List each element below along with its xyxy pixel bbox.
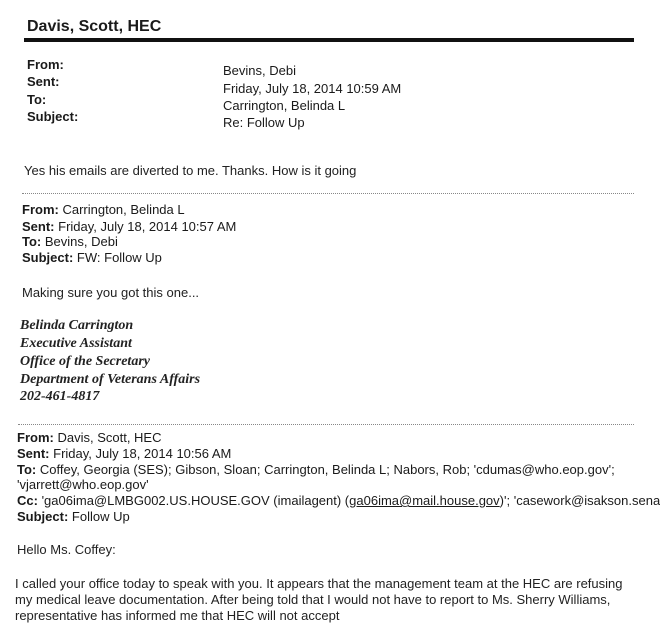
signature-name: Belinda Carrington — [20, 318, 134, 333]
fw2-cc-value-a: 'ga06ima@LMBG002.US.HOUSE.GOV (imailagent) ( — [41, 493, 350, 508]
fw2-subject-value: Follow Up — [71, 509, 130, 524]
fw2-from-label: From: — [17, 430, 54, 445]
signature-title: Executive Assistant — [20, 336, 132, 351]
subject-label: Subject: — [27, 109, 79, 124]
fw2-subject-label: Subject: — [17, 509, 69, 524]
fw2-sent-value: Friday, July 18, 2014 10:56 AM — [53, 446, 232, 461]
subject-value: Re: Follow Up — [223, 115, 305, 130]
to-label: To: — [27, 92, 47, 107]
fw2-greeting: Hello Ms. Coffey: — [17, 542, 116, 557]
sent-value: Friday, July 18, 2014 10:59 AM — [223, 81, 402, 96]
fw2-to-label: To: — [17, 462, 37, 477]
to-value: Carrington, Belinda L — [223, 98, 346, 113]
fw2-cc-value-b: )'; 'casework@isakson.sena — [499, 493, 660, 508]
sent-label: Sent: — [27, 74, 60, 89]
fw1-from-label: From: — [22, 202, 59, 217]
fw2-from-value: Davis, Scott, HEC — [57, 430, 162, 445]
fw2-body-line-3: representative has informed me that HEC will not accept — [15, 608, 340, 623]
cc-email-link[interactable]: ga06ima@mail.house.gov — [349, 493, 500, 508]
from-label: From: — [27, 57, 64, 72]
sender-name: Davis, Scott, HEC — [27, 18, 162, 35]
fw2-cc-label: Cc: — [17, 493, 38, 508]
fw1-to-label: To: — [22, 234, 42, 249]
reply-body: Yes his emails are diverted to me. Thanks. How is it going — [24, 163, 357, 178]
fw1-body: Making sure you got this one... — [22, 285, 200, 300]
separator-2 — [18, 424, 634, 425]
fw1-subject-value: FW: Follow Up — [76, 250, 162, 265]
signature-department: Department of Veterans Affairs — [20, 372, 201, 387]
from-value: Bevins, Debi — [223, 63, 296, 78]
fw1-from-value: Carrington, Belinda L — [62, 202, 185, 217]
fw2-sent-label: Sent: — [17, 446, 50, 461]
fw1-subject-label: Subject: — [22, 250, 74, 265]
signature-phone: 202-461-4817 — [20, 389, 100, 404]
fw2-body-line-2: my medical leave documentation. After being told that I would not have to report to Ms. Sherry Williams, — [15, 592, 611, 607]
signature-office: Office of the Secretary — [20, 354, 150, 369]
fw2-body-line-1: I called your office today to speak with you. It appears that the management team at the HEC are refusing — [15, 576, 623, 591]
fw1-sent-label: Sent: — [22, 219, 55, 234]
fw1-sent-value: Friday, July 18, 2014 10:57 AM — [58, 219, 237, 234]
title-rule — [24, 38, 634, 42]
separator-1 — [22, 193, 634, 194]
fw2-to-value-cont: 'vjarrett@who.eop.gov' — [17, 477, 149, 492]
fw1-to-value: Bevins, Debi — [44, 234, 118, 249]
fw2-to-value: Coffey, Georgia (SES); Gibson, Sloan; Carrington, Belinda L; Nabors, Rob; 'cdumas@who.eop.gov'; — [39, 462, 615, 477]
